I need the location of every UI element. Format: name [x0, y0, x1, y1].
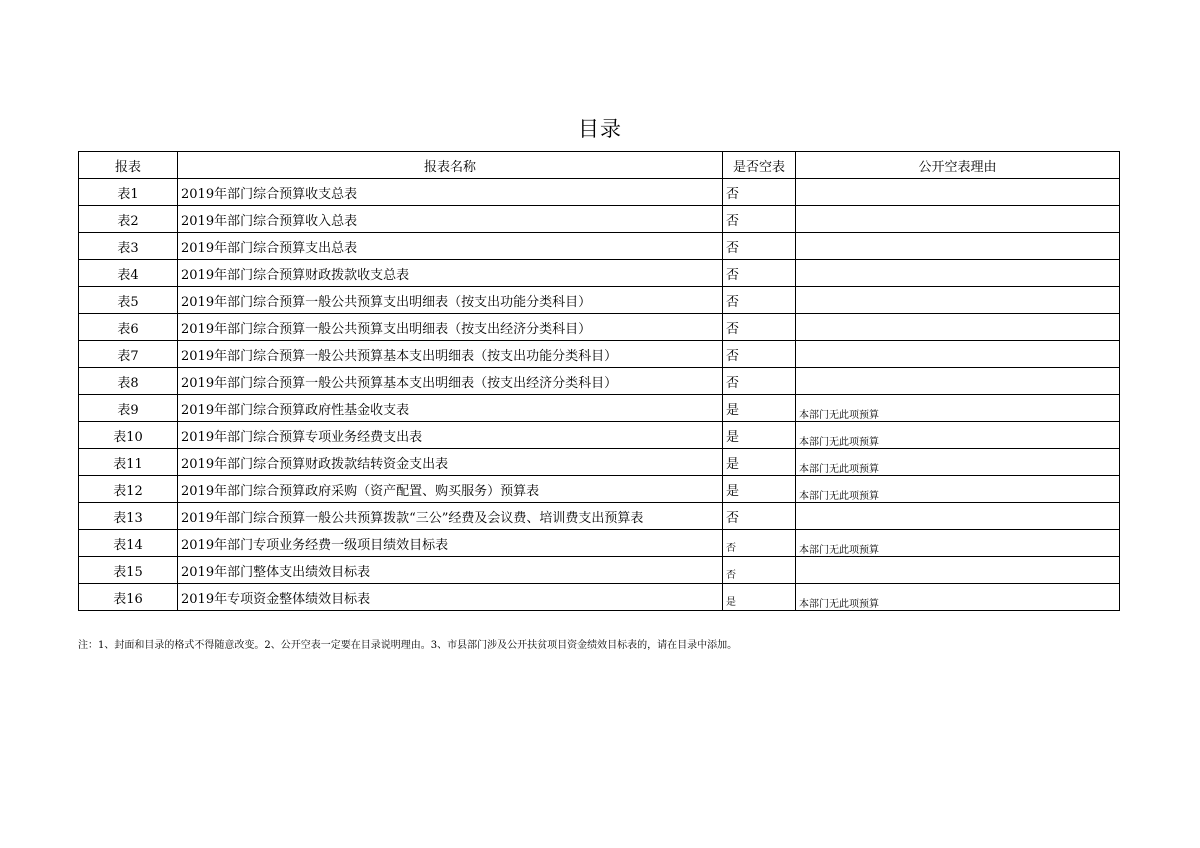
table-header-row — [79, 152, 1120, 179]
is-empty-value: 是 — [723, 584, 796, 611]
is-empty-value: 否 — [723, 503, 796, 530]
report-code: 表5 — [79, 287, 178, 314]
report-code: 表6 — [79, 314, 178, 341]
empty-reason: 本部门无此项预算 — [796, 449, 1120, 476]
empty-reason — [796, 287, 1120, 314]
empty-reason: 本部门无此项预算 — [796, 476, 1120, 503]
table-row — [79, 314, 1120, 341]
catalog-table — [78, 151, 1120, 611]
table-row — [79, 368, 1120, 395]
empty-reason: 本部门无此项预算 — [796, 422, 1120, 449]
is-empty-value: 否 — [723, 287, 796, 314]
report-code: 表10 — [79, 422, 178, 449]
table-row — [79, 476, 1120, 503]
is-empty-value: 是 — [723, 395, 796, 422]
report-code: 表12 — [79, 476, 178, 503]
empty-reason — [796, 314, 1120, 341]
header-report-name: 报表名称 — [178, 152, 723, 179]
table-row — [79, 233, 1120, 260]
report-code: 表4 — [79, 260, 178, 287]
table-row — [79, 557, 1120, 584]
table-row — [79, 395, 1120, 422]
empty-reason — [796, 260, 1120, 287]
report-code: 表15 — [79, 557, 178, 584]
report-code: 表11 — [79, 449, 178, 476]
header-empty-reason: 公开空表理由 — [796, 152, 1120, 179]
table-row — [79, 260, 1120, 287]
table-row — [79, 584, 1120, 611]
report-name: 2019年专项资金整体绩效目标表 — [178, 584, 723, 611]
is-empty-value: 否 — [723, 260, 796, 287]
table-body — [79, 179, 1120, 611]
report-name: 2019年部门综合预算一般公共预算拨款“三公”经费及会议费、培训费支出预算表 — [178, 503, 723, 530]
report-name: 2019年部门综合预算政府性基金收支表 — [178, 395, 723, 422]
header-is-empty: 是否空表 — [723, 152, 796, 179]
header-report: 报表 — [79, 152, 178, 179]
empty-reason — [796, 341, 1120, 368]
is-empty-value: 否 — [723, 341, 796, 368]
report-code: 表13 — [79, 503, 178, 530]
table-row — [79, 503, 1120, 530]
is-empty-value: 否 — [723, 206, 796, 233]
report-code: 表2 — [79, 206, 178, 233]
table-row — [79, 422, 1120, 449]
report-name: 2019年部门综合预算一般公共预算基本支出明细表（按支出经济分类科目） — [178, 368, 723, 395]
table-row — [79, 530, 1120, 557]
report-name: 2019年部门综合预算一般公共预算支出明细表（按支出功能分类科目） — [178, 287, 723, 314]
table-row — [79, 179, 1120, 206]
report-code: 表8 — [79, 368, 178, 395]
empty-reason — [796, 179, 1120, 206]
empty-reason: 本部门无此项预算 — [796, 584, 1120, 611]
report-name: 2019年部门综合预算一般公共预算支出明细表（按支出经济分类科目） — [178, 314, 723, 341]
is-empty-value: 否 — [723, 368, 796, 395]
table-row — [79, 206, 1120, 233]
is-empty-value: 否 — [723, 179, 796, 206]
report-code: 表9 — [79, 395, 178, 422]
empty-reason — [796, 503, 1120, 530]
report-name: 2019年部门综合预算收支总表 — [178, 179, 723, 206]
empty-reason — [796, 206, 1120, 233]
report-name: 2019年部门综合预算支出总表 — [178, 233, 723, 260]
report-name: 2019年部门综合预算财政拨款收支总表 — [178, 260, 723, 287]
report-name: 2019年部门综合预算一般公共预算基本支出明细表（按支出功能分类科目） — [178, 341, 723, 368]
empty-reason — [796, 233, 1120, 260]
is-empty-value: 否 — [723, 530, 796, 557]
report-name: 2019年部门专项业务经费一级项目绩效目标表 — [178, 530, 723, 557]
is-empty-value: 否 — [723, 314, 796, 341]
report-code: 表1 — [79, 179, 178, 206]
report-code: 表14 — [79, 530, 178, 557]
report-name: 2019年部门整体支出绩效目标表 — [178, 557, 723, 584]
report-code: 表7 — [79, 341, 178, 368]
is-empty-value: 否 — [723, 233, 796, 260]
footnote: 注：1、封面和目录的格式不得随意改变。2、公开空表一定要在目录说明理由。3、市县部门涉及公开扶贫项目资金绩效目标表的，请在目录中添加。 — [78, 640, 738, 651]
page-title: 目录 — [578, 117, 622, 141]
is-empty-value: 是 — [723, 422, 796, 449]
table-row — [79, 287, 1120, 314]
is-empty-value: 是 — [723, 476, 796, 503]
empty-reason: 本部门无此项预算 — [796, 395, 1120, 422]
is-empty-value: 是 — [723, 449, 796, 476]
empty-reason: 本部门无此项预算 — [796, 530, 1120, 557]
report-name: 2019年部门综合预算收入总表 — [178, 206, 723, 233]
empty-reason — [796, 557, 1120, 584]
report-code: 表16 — [79, 584, 178, 611]
report-name: 2019年部门综合预算专项业务经费支出表 — [178, 422, 723, 449]
table-row — [79, 449, 1120, 476]
empty-reason — [796, 368, 1120, 395]
is-empty-value: 否 — [723, 557, 796, 584]
report-name: 2019年部门综合预算财政拨款结转资金支出表 — [178, 449, 723, 476]
table-row — [79, 341, 1120, 368]
report-code: 表3 — [79, 233, 178, 260]
report-name: 2019年部门综合预算政府采购（资产配置、购买服务）预算表 — [178, 476, 723, 503]
